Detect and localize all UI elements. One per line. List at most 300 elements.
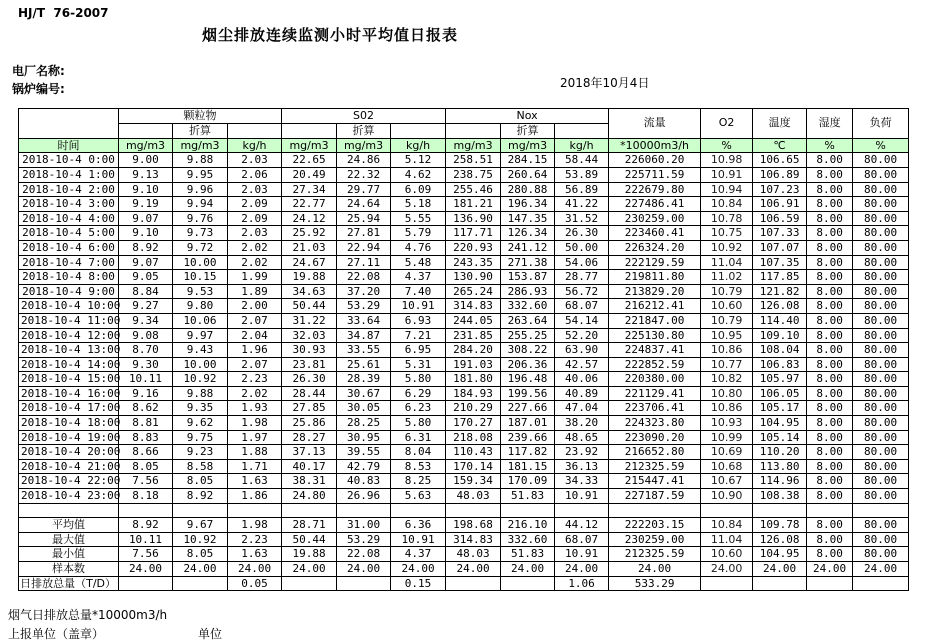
table-row [19, 182, 909, 197]
row-time-cell: 2018-10-4 16:00 [19, 386, 119, 401]
value-cell: 24.00 [173, 562, 228, 577]
value-cell: 19.88 [282, 270, 337, 285]
value-cell: 10.69 [701, 445, 753, 460]
value-cell: 8.53 [391, 459, 446, 474]
table-row [19, 328, 909, 343]
value-cell: 1.96 [228, 343, 282, 358]
value-cell: 28.44 [282, 386, 337, 401]
corner-blank-cell [19, 109, 119, 139]
value-cell: 24.00 [701, 562, 753, 577]
header-units-row [19, 138, 909, 153]
value-cell: 9.13 [119, 167, 173, 182]
value-cell: 8.00 [807, 284, 853, 299]
value-cell: 2.02 [228, 386, 282, 401]
value-cell: 8.70 [119, 343, 173, 358]
row-time-cell: 2018-10-4 4:00 [19, 211, 119, 226]
table-row [19, 197, 909, 212]
value-cell: 80.00 [853, 430, 909, 445]
value-cell: 5.79 [391, 226, 446, 241]
value-cell: 106.91 [753, 197, 807, 212]
blank-cell [391, 123, 446, 138]
value-cell: 22.94 [337, 240, 391, 255]
row-time-cell: 2018-10-4 18:00 [19, 416, 119, 431]
value-cell: 314.83 [446, 532, 501, 547]
value-cell: 23.92 [555, 445, 609, 460]
value-cell: 24.00 [807, 562, 853, 577]
value-cell: 222203.15 [609, 518, 701, 533]
value-cell [446, 576, 501, 591]
table-row [19, 445, 909, 460]
summary-row [19, 518, 909, 533]
blank-cell [228, 123, 282, 138]
value-cell: 48.65 [555, 430, 609, 445]
value-cell: 2.02 [228, 255, 282, 270]
row-time-cell: 2018-10-4 6:00 [19, 240, 119, 255]
value-cell: 224837.41 [609, 343, 701, 358]
value-cell: 25.92 [282, 226, 337, 241]
value-cell: 114.40 [753, 313, 807, 328]
value-cell: 206.36 [501, 357, 555, 372]
header-o2: O2 [701, 109, 753, 139]
header-humidity: 湿度 [807, 109, 853, 139]
summary-label-cell [19, 518, 119, 533]
value-cell: 332.60 [501, 299, 555, 314]
value-cell: 28.39 [337, 372, 391, 387]
value-cell: 36.13 [555, 459, 609, 474]
value-cell: 34.33 [555, 474, 609, 489]
value-cell: 10.91 [391, 532, 446, 547]
value-cell: 8.18 [119, 489, 173, 504]
table-row [19, 459, 909, 474]
value-cell: 9.94 [173, 197, 228, 212]
value-cell: 220.93 [446, 240, 501, 255]
value-cell: 9.62 [173, 416, 228, 431]
value-cell: 216652.80 [609, 445, 701, 460]
value-cell: 9.95 [173, 167, 228, 182]
value-cell: 271.38 [501, 255, 555, 270]
value-cell: 8.00 [807, 313, 853, 328]
blank-cell [853, 503, 909, 518]
blank-cell [282, 123, 337, 138]
blank-cell [19, 503, 119, 518]
value-cell: 2.07 [228, 357, 282, 372]
value-cell: 27.81 [337, 226, 391, 241]
value-cell: 28.71 [282, 518, 337, 533]
value-cell: 8.00 [807, 226, 853, 241]
value-cell: 51.83 [501, 489, 555, 504]
value-cell: 8.92 [119, 518, 173, 533]
table-row [19, 270, 909, 285]
value-cell: 31.52 [555, 211, 609, 226]
table-row [19, 240, 909, 255]
value-cell: 30.93 [282, 343, 337, 358]
value-cell: 24.00 [337, 562, 391, 577]
value-cell: 24.00 [282, 562, 337, 577]
value-cell: 24.00 [119, 562, 173, 577]
value-cell: 10.94 [701, 182, 753, 197]
value-cell: 10.15 [173, 270, 228, 285]
header-group-row [19, 109, 909, 124]
value-cell: 8.04 [391, 445, 446, 460]
unit-cell: kg/h [391, 138, 446, 153]
value-cell: 80.00 [853, 401, 909, 416]
summary-label: 日排放总量（T/D） [20, 576, 116, 590]
value-cell: 196.48 [501, 372, 555, 387]
value-cell: 8.00 [807, 182, 853, 197]
value-cell: 9.80 [173, 299, 228, 314]
data-rows [19, 153, 909, 518]
row-time-cell: 2018-10-4 8:00 [19, 270, 119, 285]
value-cell: 255.46 [446, 182, 501, 197]
value-cell: 5.80 [391, 416, 446, 431]
value-cell: 8.00 [807, 357, 853, 372]
value-cell: 0.15 [391, 576, 446, 591]
value-cell: 24.00 [391, 562, 446, 577]
value-cell: 126.34 [501, 226, 555, 241]
summary-label: 最大值 [52, 532, 85, 546]
unit-cell: mg/m3 [282, 138, 337, 153]
value-cell: 1.63 [228, 474, 282, 489]
value-cell [282, 576, 337, 591]
value-cell: 181.80 [446, 372, 501, 387]
row-time-cell: 2018-10-4 17:00 [19, 401, 119, 416]
value-cell: 1.63 [228, 547, 282, 562]
value-cell: 33.64 [337, 313, 391, 328]
value-cell: 47.04 [555, 401, 609, 416]
table-row [19, 284, 909, 299]
blank-cell [807, 503, 853, 518]
value-cell: 10.79 [701, 284, 753, 299]
value-cell: 24.64 [337, 197, 391, 212]
value-cell: 30.05 [337, 401, 391, 416]
value-cell: 181.15 [501, 459, 555, 474]
value-cell: 53.29 [337, 532, 391, 547]
unit-cell: ℃ [753, 138, 807, 153]
value-cell: 10.82 [701, 372, 753, 387]
unit-cell: % [853, 138, 909, 153]
value-cell: 9.53 [173, 284, 228, 299]
value-cell: 11.04 [701, 532, 753, 547]
value-cell: 108.38 [753, 489, 807, 504]
value-cell: 27.85 [282, 401, 337, 416]
table-row [19, 211, 909, 226]
value-cell: 10.92 [173, 532, 228, 547]
blank-cell [119, 123, 173, 138]
value-cell: 10.99 [701, 430, 753, 445]
value-cell: 260.64 [501, 167, 555, 182]
value-cell: 107.35 [753, 255, 807, 270]
value-cell: 8.00 [807, 211, 853, 226]
value-cell: 53.89 [555, 167, 609, 182]
value-cell: 9.05 [119, 270, 173, 285]
value-cell: 8.62 [119, 401, 173, 416]
blank-cell [446, 503, 501, 518]
value-cell: 40.89 [555, 386, 609, 401]
value-cell: 1.98 [228, 416, 282, 431]
value-cell: 8.81 [119, 416, 173, 431]
row-time-cell: 2018-10-4 7:00 [19, 255, 119, 270]
value-cell: 1.89 [228, 284, 282, 299]
value-cell: 7.56 [119, 474, 173, 489]
value-cell: 8.00 [807, 459, 853, 474]
value-cell: 9.08 [119, 328, 173, 343]
plant-name-label: 电厂名称: [12, 64, 65, 78]
value-cell: 8.05 [173, 547, 228, 562]
value-cell: 9.19 [119, 197, 173, 212]
value-cell: 196.34 [501, 197, 555, 212]
value-cell: 2.06 [228, 167, 282, 182]
value-cell: 80.00 [853, 313, 909, 328]
value-cell: 8.00 [807, 430, 853, 445]
value-cell: 10.84 [701, 518, 753, 533]
value-cell: 40.06 [555, 372, 609, 387]
value-cell: 5.80 [391, 372, 446, 387]
value-cell: 9.34 [119, 313, 173, 328]
value-cell: 258.51 [446, 153, 501, 168]
value-cell: 22.08 [337, 270, 391, 285]
value-cell: 244.05 [446, 313, 501, 328]
value-cell: 225711.59 [609, 167, 701, 182]
value-cell: 239.66 [501, 430, 555, 445]
value-cell: 80.00 [853, 518, 909, 533]
value-cell: 225130.80 [609, 328, 701, 343]
value-cell: 11.04 [701, 255, 753, 270]
table-row [19, 299, 909, 314]
value-cell: 181.21 [446, 197, 501, 212]
value-cell: 29.77 [337, 182, 391, 197]
summary-label: 样本数 [52, 562, 85, 576]
value-cell: 107.33 [753, 226, 807, 241]
value-cell: 80.00 [853, 416, 909, 431]
value-cell: 26.30 [555, 226, 609, 241]
value-cell: 10.11 [119, 372, 173, 387]
value-cell: 221129.41 [609, 386, 701, 401]
value-cell: 25.61 [337, 357, 391, 372]
value-cell: 27.11 [337, 255, 391, 270]
value-cell: 10.98 [701, 153, 753, 168]
value-cell: 332.60 [501, 532, 555, 547]
table-row [19, 255, 909, 270]
value-cell: 38.31 [282, 474, 337, 489]
value-cell: 5.12 [391, 153, 446, 168]
value-cell: 5.18 [391, 197, 446, 212]
value-cell: 8.00 [807, 372, 853, 387]
summary-row [19, 547, 909, 562]
header-so2: S02 [282, 109, 446, 124]
value-cell: 50.44 [282, 299, 337, 314]
value-cell: 6.31 [391, 430, 446, 445]
value-cell: 10.91 [391, 299, 446, 314]
value-cell [807, 576, 853, 591]
value-cell: 105.97 [753, 372, 807, 387]
value-cell: 10.67 [701, 474, 753, 489]
value-cell [701, 576, 753, 591]
value-cell: 24.00 [555, 562, 609, 577]
value-cell: 30.95 [337, 430, 391, 445]
report-date: 2018年10月4日 [560, 76, 650, 90]
value-cell: 231.85 [446, 328, 501, 343]
value-cell: 22.32 [337, 167, 391, 182]
value-cell: 80.00 [853, 255, 909, 270]
value-cell: 2.23 [228, 372, 282, 387]
value-cell: 147.35 [501, 211, 555, 226]
value-cell: 11.02 [701, 270, 753, 285]
blank-cell [391, 503, 446, 518]
value-cell: 38.20 [555, 416, 609, 431]
value-cell: 9.23 [173, 445, 228, 460]
value-cell [753, 576, 807, 591]
table-row [19, 226, 909, 241]
value-cell: 6.09 [391, 182, 446, 197]
value-cell: 2.23 [228, 532, 282, 547]
summary-label: 最小值 [52, 547, 85, 561]
summary-label: 平均值 [52, 518, 85, 532]
table-row [19, 343, 909, 358]
value-cell: 54.06 [555, 255, 609, 270]
blank-cell [555, 503, 609, 518]
value-cell: 109.10 [753, 328, 807, 343]
value-cell: 8.00 [807, 518, 853, 533]
table-row [19, 416, 909, 431]
value-cell: 1.97 [228, 430, 282, 445]
value-cell: 8.66 [119, 445, 173, 460]
value-cell: 198.68 [446, 518, 501, 533]
summary-rows [19, 518, 909, 591]
value-cell: 222679.80 [609, 182, 701, 197]
value-cell: 56.72 [555, 284, 609, 299]
value-cell: 48.03 [446, 547, 501, 562]
blank-cell [337, 503, 391, 518]
unit-cell: mg/m3 [446, 138, 501, 153]
blank-cell [501, 503, 555, 518]
value-cell: 2.02 [228, 240, 282, 255]
value-cell: 8.00 [807, 416, 853, 431]
row-time-cell: 2018-10-4 9:00 [19, 284, 119, 299]
unit-cell: mg/m3 [173, 138, 228, 153]
value-cell: 2.09 [228, 197, 282, 212]
value-cell: 10.93 [701, 416, 753, 431]
value-cell: 284.15 [501, 153, 555, 168]
value-cell: 8.58 [173, 459, 228, 474]
value-cell: 2.09 [228, 211, 282, 226]
value-cell: 40.83 [337, 474, 391, 489]
value-cell: 37.20 [337, 284, 391, 299]
value-cell: 216.10 [501, 518, 555, 533]
value-cell: 32.03 [282, 328, 337, 343]
value-cell: 54.14 [555, 313, 609, 328]
value-cell: 223706.41 [609, 401, 701, 416]
value-cell: 80.00 [853, 386, 909, 401]
value-cell [119, 576, 173, 591]
value-cell: 8.05 [119, 459, 173, 474]
value-cell: 221847.00 [609, 313, 701, 328]
row-time-cell: 2018-10-4 14:00 [19, 357, 119, 372]
value-cell: 9.10 [119, 182, 173, 197]
row-time-cell: 2018-10-4 10:00 [19, 299, 119, 314]
value-cell: 22.08 [337, 547, 391, 562]
footer-total-flow: 烟气日排放总量*10000m3/h [8, 608, 168, 622]
header-flow: 流量 [609, 109, 701, 139]
blank-cell [753, 503, 807, 518]
value-cell: 104.95 [753, 416, 807, 431]
value-cell: 80.00 [853, 299, 909, 314]
value-cell: 218.08 [446, 430, 501, 445]
value-cell: 24.00 [753, 562, 807, 577]
value-cell: 80.00 [853, 197, 909, 212]
value-cell: 105.17 [753, 401, 807, 416]
table-row [19, 357, 909, 372]
value-cell: 284.20 [446, 343, 501, 358]
value-cell: 280.88 [501, 182, 555, 197]
value-cell: 1.06 [555, 576, 609, 591]
value-cell: 10.06 [173, 313, 228, 328]
value-cell: 9.43 [173, 343, 228, 358]
report-table [18, 108, 909, 591]
value-cell: 80.00 [853, 357, 909, 372]
value-cell: 1.86 [228, 489, 282, 504]
value-cell: 31.22 [282, 313, 337, 328]
value-cell: 80.00 [853, 372, 909, 387]
value-cell: 10.80 [701, 386, 753, 401]
row-time-cell: 2018-10-4 5:00 [19, 226, 119, 241]
value-cell: 4.37 [391, 270, 446, 285]
value-cell: 19.88 [282, 547, 337, 562]
value-cell: 6.23 [391, 401, 446, 416]
value-cell: 8.00 [807, 153, 853, 168]
value-cell: 9.72 [173, 240, 228, 255]
value-cell: 9.00 [119, 153, 173, 168]
value-cell: 212325.59 [609, 547, 701, 562]
value-cell: 8.05 [173, 474, 228, 489]
value-cell: 8.00 [807, 489, 853, 504]
value-cell: 9.27 [119, 299, 173, 314]
value-cell: 10.00 [173, 255, 228, 270]
header-load: 负荷 [853, 109, 909, 139]
value-cell: 24.00 [609, 562, 701, 577]
table-row [19, 401, 909, 416]
value-cell: 22.77 [282, 197, 337, 212]
value-cell: 10.84 [701, 197, 753, 212]
unit-cell: % [701, 138, 753, 153]
value-cell: 8.92 [119, 240, 173, 255]
value-cell: 68.07 [555, 299, 609, 314]
value-cell: 4.37 [391, 547, 446, 562]
value-cell: 0.05 [228, 576, 282, 591]
value-cell: 28.27 [282, 430, 337, 445]
value-cell: 230259.00 [609, 211, 701, 226]
value-cell: 286.93 [501, 284, 555, 299]
value-cell: 533.29 [609, 576, 701, 591]
value-cell: 80.00 [853, 532, 909, 547]
value-cell: 4.76 [391, 240, 446, 255]
value-cell: 25.94 [337, 211, 391, 226]
value-cell: 105.14 [753, 430, 807, 445]
footer-unit: 单位 [198, 627, 223, 641]
row-time-cell: 2018-10-4 13:00 [19, 343, 119, 358]
value-cell: 6.93 [391, 313, 446, 328]
footer-report-unit: 上报单位（盖章） [8, 627, 105, 641]
value-cell: 27.34 [282, 182, 337, 197]
value-cell: 153.87 [501, 270, 555, 285]
blank-cell [609, 503, 701, 518]
row-time-cell: 2018-10-4 22:00 [19, 474, 119, 489]
value-cell: 10.77 [701, 357, 753, 372]
value-cell: 241.12 [501, 240, 555, 255]
value-cell: 8.00 [807, 197, 853, 212]
value-cell: 26.96 [337, 489, 391, 504]
header-converted: 折算 [173, 123, 228, 138]
unit-cell: kg/h [228, 138, 282, 153]
